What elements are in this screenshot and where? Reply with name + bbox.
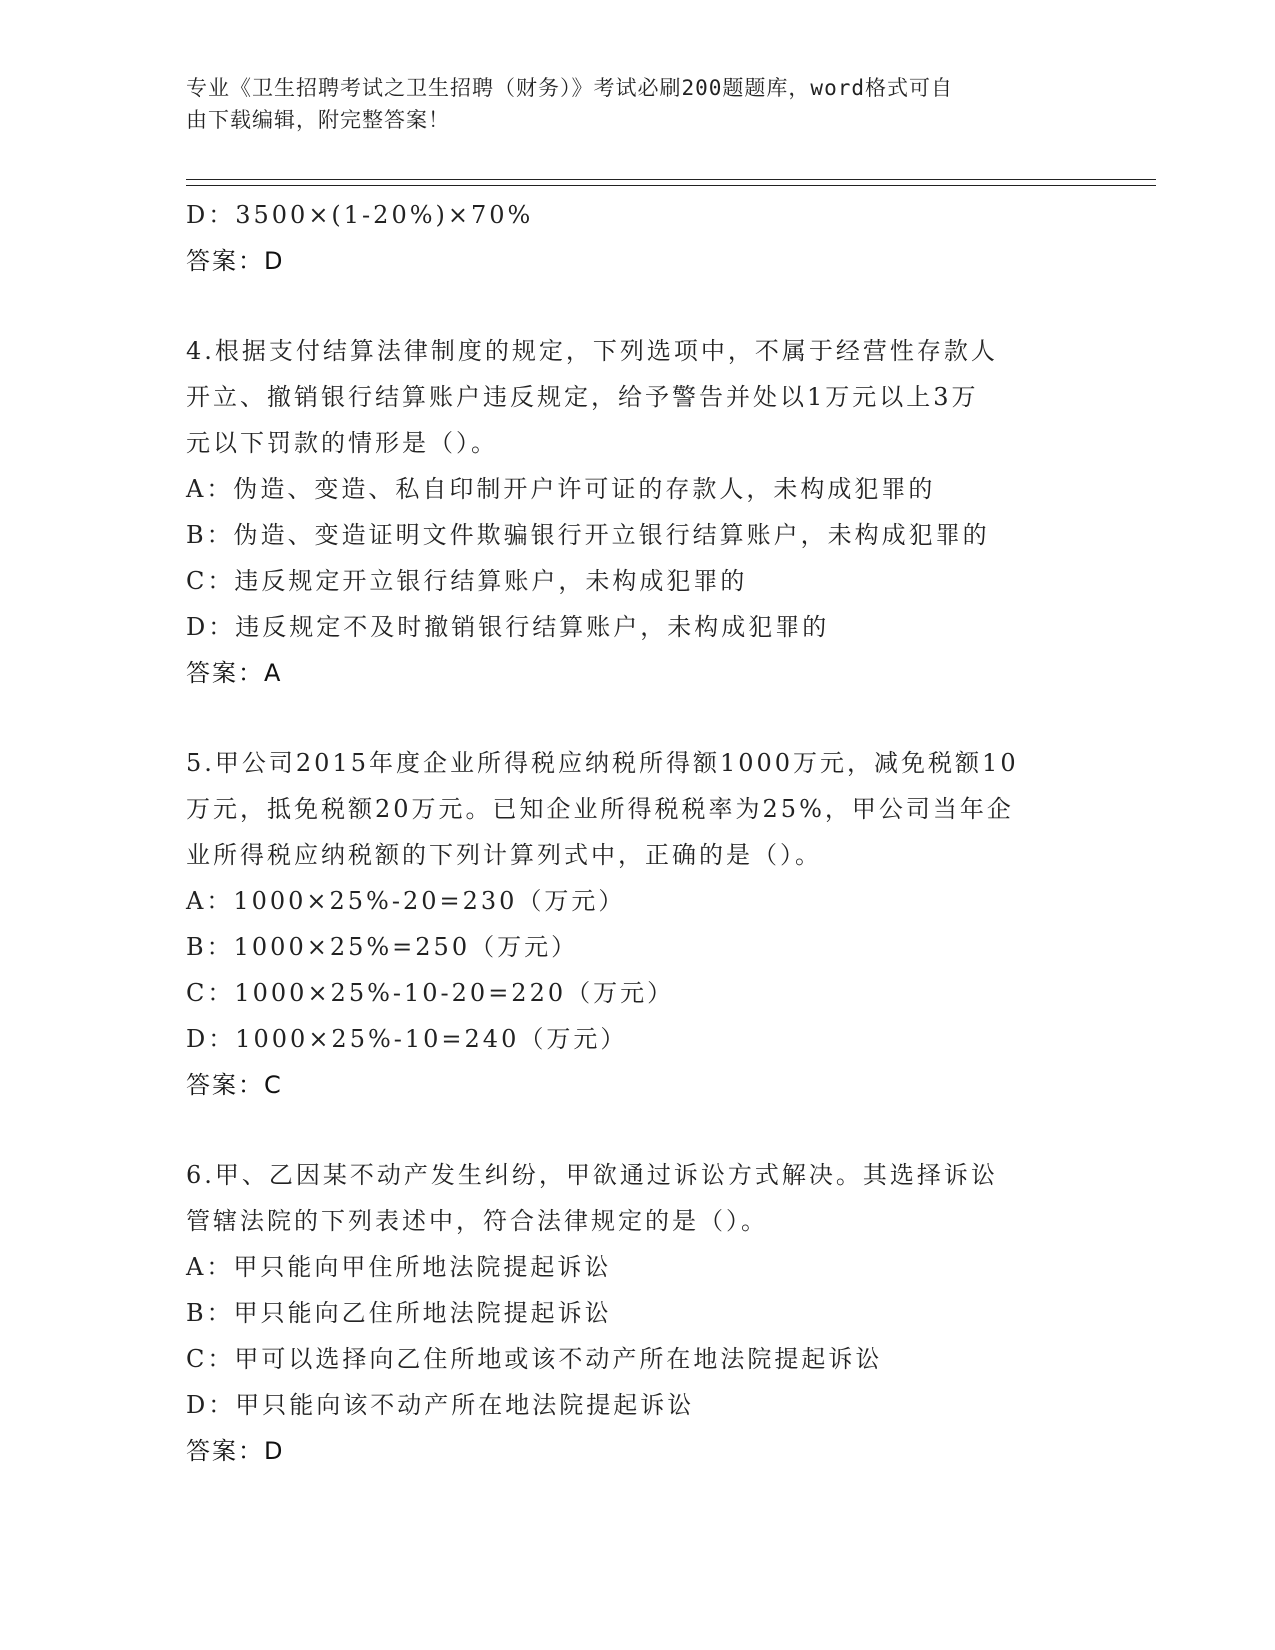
question-stem-line: 6.甲、乙因某不动产发生纠纷，甲欲通过诉讼方式解决。其选择诉讼 (186, 1161, 998, 1189)
question-stem-line: 管辖法院的下列表述中，符合法律规定的是（）。 (186, 1207, 768, 1235)
header-line-2: 由下载编辑，附完整答案！ (186, 108, 450, 132)
option-a: A：1000×25%-20=230（万元） (186, 887, 626, 915)
option-d: D：3500×(1-20%)×70% (186, 201, 534, 229)
question-stem-line: 万元，抵免税额20万元。已知企业所得税税率为25%，甲公司当年企 (186, 795, 1014, 823)
question-stem-line: 元以下罚款的情形是（）。 (186, 429, 498, 457)
answer-line: 答案：A (186, 659, 283, 687)
option-b: B：1000×25%=250（万元） (186, 933, 579, 961)
question-4 (186, 328, 1086, 696)
question-6 (186, 1152, 1086, 1474)
question-stem-line: 业所得税应纳税额的下列计算列式中，正确的是（）。 (186, 841, 822, 869)
question-stem-line: 5.甲公司2015年度企业所得税应纳税所得额1000万元，减免税额10 (186, 749, 1019, 777)
option-b: B：伪造、变造证明文件欺骗银行开立银行结算账户，未构成犯罪的 (186, 521, 990, 549)
option-c: C：1000×25%-10-20=220（万元） (186, 979, 675, 1007)
header-line-1: 专业《卫生招聘考试之卫生招聘（财务）》考试必刷200题题库，word格式可自 (186, 76, 953, 100)
document-body (186, 192, 1086, 1474)
document-header (186, 72, 1066, 136)
question-stem-line: 4.根据支付结算法律制度的规定，下列选项中，不属于经营性存款人 (186, 337, 998, 365)
option-c: C：甲可以选择向乙住所地或该不动产所在地法院提起诉讼 (186, 1345, 883, 1373)
option-d: D：甲只能向该不动产所在地法院提起诉讼 (186, 1391, 695, 1419)
header-divider-top (186, 179, 1156, 180)
answer-line: 答案：D (186, 247, 285, 275)
option-c: C：违反规定开立银行结算账户，未构成犯罪的 (186, 567, 748, 595)
option-d: D：1000×25%-10=240（万元） (186, 1025, 628, 1053)
answer-line: 答案：C (186, 1071, 283, 1099)
option-d: D：违反规定不及时撤销银行结算账户，未构成犯罪的 (186, 613, 830, 641)
question-3-tail (186, 192, 1086, 284)
option-a: A：甲只能向甲住所地法院提起诉讼 (186, 1253, 612, 1281)
answer-line: 答案：D (186, 1437, 285, 1465)
question-stem-line: 开立、撤销银行结算账户违反规定，给予警告并处以1万元以上3万 (186, 383, 979, 411)
header-divider-bottom (186, 185, 1156, 186)
spacer (186, 1108, 1086, 1152)
option-a: A：伪造、变造、私自印制开户许可证的存款人，未构成犯罪的 (186, 475, 936, 503)
spacer (186, 284, 1086, 328)
option-b: B：甲只能向乙住所地法院提起诉讼 (186, 1299, 612, 1327)
question-5 (186, 740, 1086, 1108)
spacer (186, 696, 1086, 740)
